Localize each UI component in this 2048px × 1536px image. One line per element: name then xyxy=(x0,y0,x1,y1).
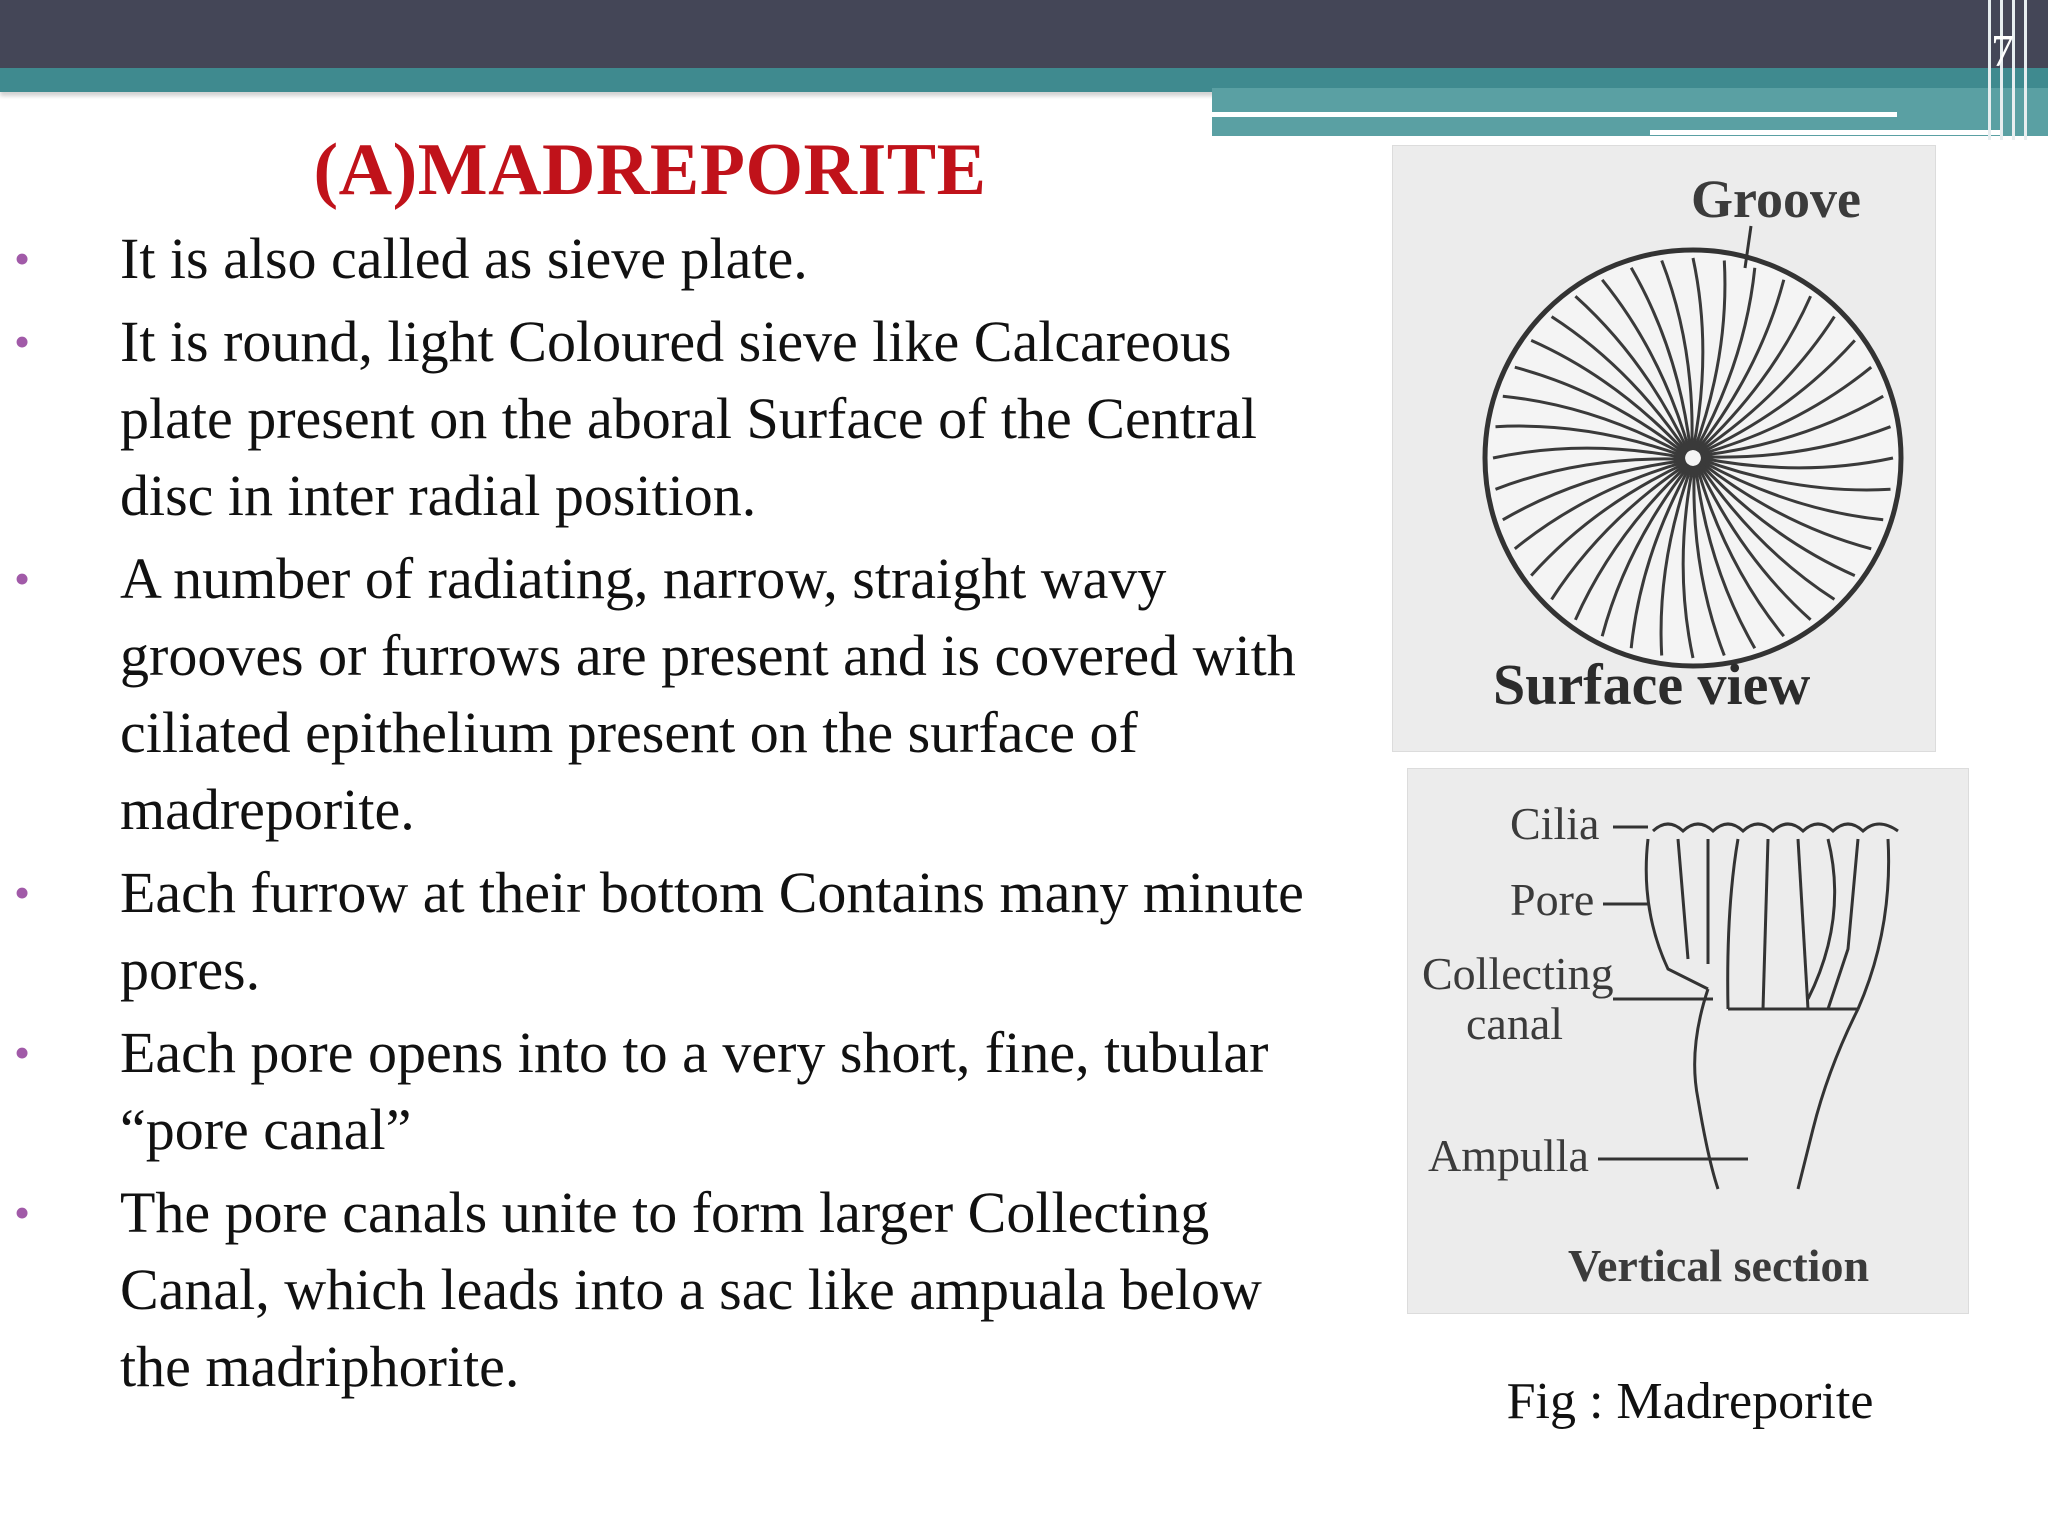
slide-header-bar xyxy=(0,0,2048,70)
cilia-label: Cilia xyxy=(1510,798,1600,849)
bullet-item xyxy=(0,1174,1320,1405)
canal-label: canal xyxy=(1466,998,1564,1049)
bullet-item xyxy=(0,303,1320,534)
figure-caption: Fig : Madreporite xyxy=(1506,1373,1874,1430)
bullet-icon: • xyxy=(14,1027,31,1078)
bullet-icon: • xyxy=(14,233,31,284)
surface-view-figure xyxy=(1392,145,1936,752)
bullet-icon: • xyxy=(14,316,31,367)
bullet-text: Each furrow at their bottom Contains many minute pores. xyxy=(120,860,1304,1002)
bullet-text: Each pore opens into to a very short, fine, tubular “pore canal” xyxy=(120,1020,1269,1162)
bullet-list xyxy=(0,220,1320,1411)
bullet-text: It is also called as sieve plate. xyxy=(120,226,808,291)
bullet-text: It is round, light Coloured sieve like Calcareous plate present on the aboral Surface of the Central disc in inter radial position. xyxy=(120,309,1257,528)
bullet-icon: • xyxy=(14,1187,31,1238)
collecting-label: Collecting xyxy=(1422,948,1614,999)
vertical-section-caption: Vertical section xyxy=(1568,1240,1870,1291)
slide-title: (A)MADREPORITE xyxy=(313,129,987,211)
header-divider-line-short xyxy=(1650,130,2002,135)
bullet-text: The pore canals unite to form larger Collecting Canal, which leads into a sac like ampuala below the madriphorite. xyxy=(120,1180,1262,1399)
bullet-item xyxy=(0,540,1320,848)
bullet-icon: • xyxy=(14,867,31,918)
bullet-item xyxy=(0,854,1320,1008)
header-divider-line xyxy=(1212,112,1897,117)
header-vertical-stripe xyxy=(2024,0,2027,140)
pore-label: Pore xyxy=(1510,874,1595,925)
surface-view-caption: Surface view xyxy=(1493,652,1811,717)
bullet-item xyxy=(0,1014,1320,1168)
bullet-icon: • xyxy=(14,553,31,604)
bullet-item xyxy=(0,220,1320,297)
vertical-section-figure xyxy=(1407,768,1969,1314)
groove-label: Groove xyxy=(1691,169,1861,229)
bullet-text: A number of radiating, narrow, straight wavy grooves or furrows are present and is covered with ciliated epithelium present on the surface of madreporite. xyxy=(120,546,1296,842)
page-number: 7 xyxy=(1991,25,2014,76)
ampulla-label: Ampulla xyxy=(1428,1130,1589,1181)
